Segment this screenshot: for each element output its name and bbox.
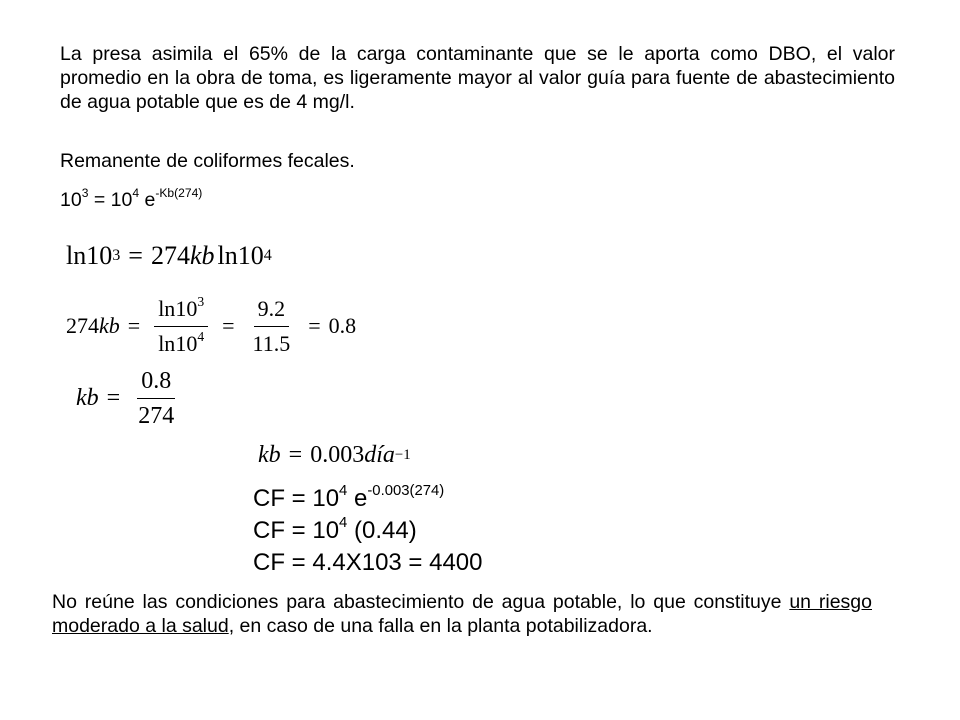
- cf-line-2: CF = $10^4$ (0.44): [253, 514, 417, 544]
- fraction-values: $\frac{9.2}{11.5}$: [252, 295, 291, 356]
- section-heading: Remanente de coliformes fecales.: [60, 150, 355, 172]
- equation-kb-fraction: kb = $\frac{0.8}{274}$: [76, 366, 184, 430]
- fraction-logs: $\frac{\ln 10^3}{\ln 10^4}$: [154, 294, 208, 359]
- equation-kb-value: kb = 0.003 día −1: [258, 441, 411, 468]
- fraction-kb: $\frac{0.8}{274}$: [138, 367, 175, 429]
- intro-paragraph: La presa asimila el 65% de la carga contaminante que se le aporta como DBO, el valor promedio en la obra de toma, es ligeramente mayor al valor guía para fuente de abastecimiento de agua potable que es de 4 mg/l.: [60, 43, 895, 113]
- cf-line-1: CF = $10^4$ $e^{-0.003(274)}$: [253, 482, 445, 512]
- equation-exponential: $10^3 = 10^4$ $e^{-Kb(274)}$: [60, 185, 203, 211]
- equation-log: ln 10 3 = 274 kb ln 10 4: [66, 241, 272, 270]
- equation-ratio: 274 kb = $\frac{\ln 10^3}{\ln 10^4}$ = $\frac{9.2}{11.5}$ = 0.8: [66, 293, 356, 359]
- cf-line-3: CF = 4.4X103 = 4400: [253, 549, 483, 576]
- conclusion-paragraph: No reúne las condiciones para abastecimiento de agua potable, lo que constituye un riesgo moderado a la salud, en caso de una falla en la planta potabilizadora.: [52, 591, 872, 637]
- underlined-phrase: un riesgo moderado a la salud: [52, 591, 872, 637]
